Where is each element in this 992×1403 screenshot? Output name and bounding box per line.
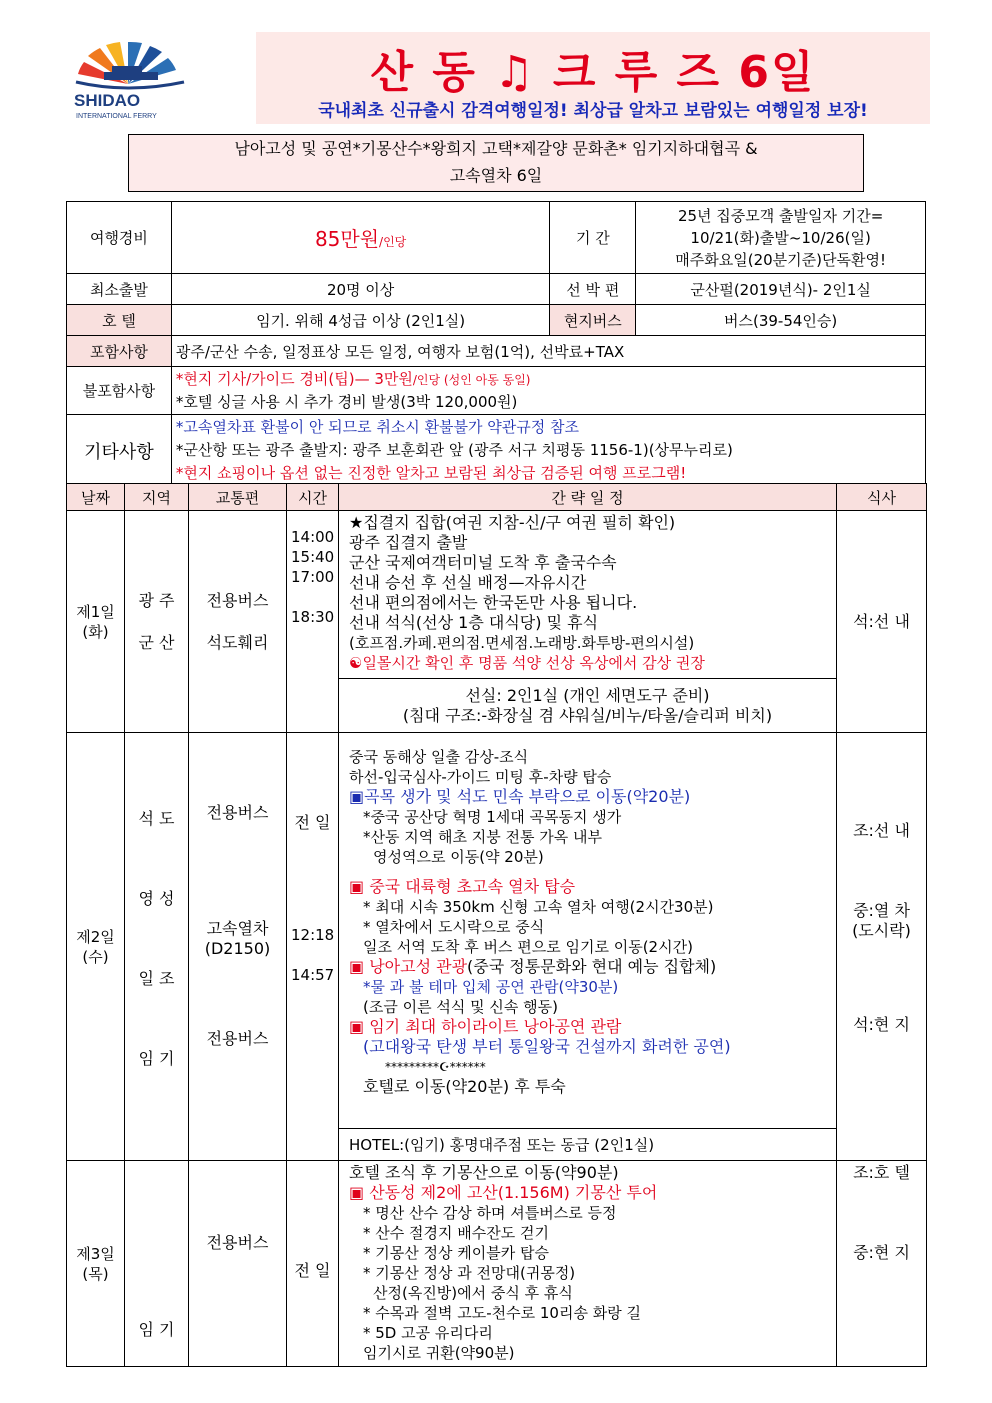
logo-sunburst-icon (68, 38, 218, 128)
itinerary-item: (중국 정통문화와 현대 예능 집합체) (467, 957, 717, 976)
meal: 석:현 지 (853, 1015, 910, 1034)
transport: (D2150) (204, 939, 271, 958)
bus-value: 버스(39-54인승) (636, 305, 926, 336)
exclude-line2: *호텔 싱글 사용 시 추가 경비 발생(3박 120,000원) (175, 393, 518, 411)
day2-meals (837, 733, 927, 1161)
period-cell (636, 202, 926, 274)
meal: 조:선 내 (853, 821, 910, 840)
room-info: 선실: 2인1실 (개인 세면도구 준비) (465, 685, 710, 705)
region: 군 산 (138, 632, 175, 652)
itinerary-item: 호텔 조식 후 기몽산으로 이동(약90분) (349, 1163, 619, 1182)
itinerary-item: (조금 이른 석식 및 신속 행동) (363, 998, 558, 1016)
logo-subtext: INTERNATIONAL FERRY (76, 113, 157, 120)
exclude-label: 불포함사항 (67, 367, 172, 415)
transport: 전용버스 (206, 590, 269, 610)
time: 18:30 (291, 608, 335, 626)
time: 12:18 (291, 926, 335, 944)
meal: (도시락) (852, 921, 911, 940)
itinerary-item: 선내 승선 후 선실 배정—자유시간 (349, 573, 587, 592)
itinerary-item: 광주 집결지 출발 (349, 533, 468, 552)
time: 14:00 (291, 528, 335, 546)
meal: 조:호 텔 (853, 1163, 910, 1182)
include-label: 포함사항 (67, 336, 172, 367)
meal: 중:열 차 (853, 901, 910, 920)
tour-title-line2: 고속열차 6일 (449, 166, 543, 185)
page-title: 산 동 ♫ 크 루 즈 6일 (370, 47, 816, 98)
itinerary-item: 선내 편의점에서는 한국돈만 사용 됩니다. (349, 593, 638, 612)
itinerary-item: 산정(옥진방)에서 중식 후 휴식 (373, 1284, 573, 1302)
itinerary-item: 군산 국제여객터미널 도착 후 출국수속 (349, 553, 617, 572)
day2-hotel: HOTEL:(임기) 홍명대주점 또는 동급 (2인1실) (339, 1129, 837, 1161)
day2-times (287, 733, 339, 1161)
itinerary-item: ▣곡목 생가 및 석도 민속 부락으로 이동(약20분) (349, 787, 691, 806)
price-cell (171, 202, 549, 274)
shidao-logo (68, 38, 218, 128)
transport: 석도훼리 (206, 632, 269, 652)
day1-date (67, 511, 125, 733)
etc-cell (171, 415, 925, 487)
transport: 고속열차 (206, 919, 269, 938)
itinerary-item: *산동 지역 해초 지붕 전통 가옥 내부 (363, 828, 602, 846)
itinerary-item: (고대왕국 탄생 부터 통일왕국 건설까지 화려한 공연) (363, 1037, 731, 1056)
region: 임 기 (138, 1049, 175, 1068)
etc-line3: *현지 쇼핑이나 옵션 없는 진정한 알차고 보람된 최상급 검증된 여행 프로그램! (175, 464, 687, 482)
itinerary-item: 일조 서역 도착 후 버스 편으로 임기로 이동(2시간) (363, 938, 693, 956)
page-subtitle: 국내최초 신규출시 감격여행일정! 최상급 알차고 보람있는 여행일정 보장! (318, 101, 868, 121)
itinerary-item: ▣ 산동성 제2에 고산(1.156M) 기몽산 투어 (349, 1183, 658, 1202)
header-time: 시간 (287, 484, 339, 511)
itinerary-item: * 5D 고공 유리다리 (363, 1324, 493, 1342)
day1-times (287, 511, 339, 733)
room-info: (침대 구조:-화장실 겸 샤워실/비누/타올/슬리퍼 비치) (402, 705, 773, 725)
itinerary-item: ▣ 낭아고성 관광 (349, 957, 468, 976)
transport: 전용버스 (206, 803, 269, 822)
period-line: 25년 집중모객 출발일자 기간= (677, 206, 884, 225)
region: 석 도 (138, 809, 175, 828)
header-itinerary: 간 략 일 정 (339, 484, 837, 511)
itinerary-item: ▣ 임기 최대 하이라이트 낭아공연 관람 (349, 1017, 622, 1036)
hotel-value: 임기. 위해 4성급 이상 (2인1실) (171, 305, 549, 336)
day2-itinerary (339, 733, 837, 1129)
itinerary-item: 중국 동해상 일출 감상-조식 (349, 748, 529, 766)
header-banner (256, 32, 930, 124)
hotel-label: 호 텔 (67, 305, 172, 336)
time: 17:00 (291, 568, 335, 586)
itinerary-item: ★집결지 집합(여권 지참-신/구 여권 필히 확인) (349, 513, 676, 532)
period-line: 10/21(화)출발~10/26(일) (690, 228, 871, 247)
region: 영 성 (138, 889, 175, 908)
region: 일 조 (138, 969, 175, 988)
price-label: 여행경비 (67, 202, 172, 274)
etc-label: 기타사항 (67, 415, 172, 487)
itinerary-item: * 열차에서 도시락으로 중식 (363, 918, 545, 936)
day-label: 제1일 (76, 602, 115, 621)
header-transport: 교통편 (189, 484, 287, 511)
price-unit: /인당 (379, 235, 407, 249)
day3-regions: 임 기 (125, 1161, 189, 1367)
bus-label: 현지버스 (550, 305, 636, 336)
ship-value: 군산펄(2019년식)- 2인1실 (636, 274, 926, 305)
day1-regions (125, 511, 189, 733)
ship-label: 선 박 편 (550, 274, 636, 305)
header-region: 지역 (125, 484, 189, 511)
etc-line2: *군산항 또는 광주 출발지: 광주 보훈회관 앞 (광주 서구 치평동 1156-1)(상무누리로) (175, 441, 733, 459)
period-label: 기 간 (550, 202, 636, 274)
header-meal: 식사 (837, 484, 927, 511)
day-label: 제3일 (76, 1244, 115, 1263)
header-date: 날짜 (67, 484, 125, 511)
tour-title-line1: 남아고성 및 공연*기몽산수*왕희지 고택*제갈양 문화촌* 임기지하대협곡 & (234, 139, 758, 158)
time: 14:57 (291, 966, 335, 984)
day2-regions (125, 733, 189, 1161)
day1-transport (189, 511, 287, 733)
region: 광 주 (138, 590, 175, 610)
day3-transport: 전용버스 (189, 1161, 287, 1367)
day-label: 제2일 (76, 927, 115, 946)
day2-transport (189, 733, 287, 1161)
time: 15:40 (291, 548, 335, 566)
itinerary-item: ☯일몰시간 확인 후 명품 석양 선상 옥상에서 감상 권장 (349, 654, 705, 672)
etc-line1: *고속열차표 환불이 안 되므로 취소시 환불불가 약관규정 참조 (175, 418, 580, 436)
day3-row (67, 1161, 927, 1367)
itinerary-item: * 기몽산 정상 케이블카 탑승 (363, 1244, 549, 1262)
tour-title-box (128, 134, 864, 192)
itinerary-item: ▣ 중국 대륙형 초고속 열차 탑승 (349, 877, 576, 896)
day3-times: 전 일 (287, 1161, 339, 1367)
price-value: 85만원 (314, 227, 380, 251)
exclude-line1: *현지 기사/가이드 경비(팁)— 3만원 (175, 370, 413, 388)
time: 전 일 (294, 813, 331, 832)
day3-date (67, 1161, 125, 1367)
itinerary-item: 임기시로 귀환(약90분) (363, 1344, 515, 1362)
transport: 전용버스 (206, 1029, 269, 1048)
itinerary-item: 영성역으로 이동(약 20분) (373, 848, 544, 866)
min-label: 최소출발 (67, 274, 172, 305)
itinerary-item: 선내 석식(선상 1층 대식당) 및 휴식 (349, 613, 599, 632)
itinerary-item: *물 과 불 테마 입체 공연 관람(약30분) (363, 978, 619, 996)
day3-meals (837, 1161, 927, 1367)
day1-room (339, 679, 837, 733)
weekday-label: (목) (82, 1264, 109, 1283)
itinerary-item: 호텔로 이동(약20분) 후 투숙 (363, 1077, 566, 1096)
day3-itinerary (339, 1161, 837, 1367)
day1-itinerary (339, 511, 837, 679)
period-line: 매주화요일(20분기준)단독환영! (675, 250, 886, 269)
itinerary-item: * 기몽산 정상 과 전망대(귀몽정) (363, 1264, 576, 1282)
itinerary-item: * 최대 시속 350km 신형 고속 열차 여행(2시간30분) (363, 898, 714, 916)
itinerary-item: * 산수 절경지 배수잔도 걷기 (363, 1224, 549, 1242)
day2-date (67, 733, 125, 1161)
info-table (66, 201, 926, 487)
meal: 중:현 지 (853, 1243, 910, 1262)
include-value: 광주/군산 수송, 일정표상 모든 일정, 여행자 보험(1억), 선박료+TAX (171, 336, 925, 367)
day2-row (67, 733, 927, 1129)
exclude-cell (171, 367, 925, 415)
weekday-label: (수) (82, 947, 109, 966)
day1-meal: 석:선 내 (837, 511, 927, 733)
min-value: 20명 이상 (171, 274, 549, 305)
itinerary-item: (호프점.카페.편의점.면세점.노래방.화투방-편의시설) (349, 634, 695, 652)
itinerary-item: * 명산 산수 감상 하며 셔틀버스로 등정 (363, 1204, 617, 1222)
itinerary-item: *********☪****** (385, 1060, 486, 1074)
itinerary-item: 하선-입국심사-가이드 미팅 후-차량 탑승 (349, 768, 612, 786)
exclude-line1-note: /인당 (성인 아동 동일) (412, 373, 531, 387)
itinerary-item: *중국 공산당 혁명 1세대 곡목동지 생가 (363, 808, 622, 826)
logo-text: SHIDAO (74, 91, 141, 110)
itinerary-item: * 수목과 절벽 고도-천수로 10리송 화랑 길 (363, 1304, 641, 1322)
weekday-label: (화) (82, 622, 109, 641)
day1-row (67, 511, 927, 679)
schedule-table (66, 483, 927, 1367)
